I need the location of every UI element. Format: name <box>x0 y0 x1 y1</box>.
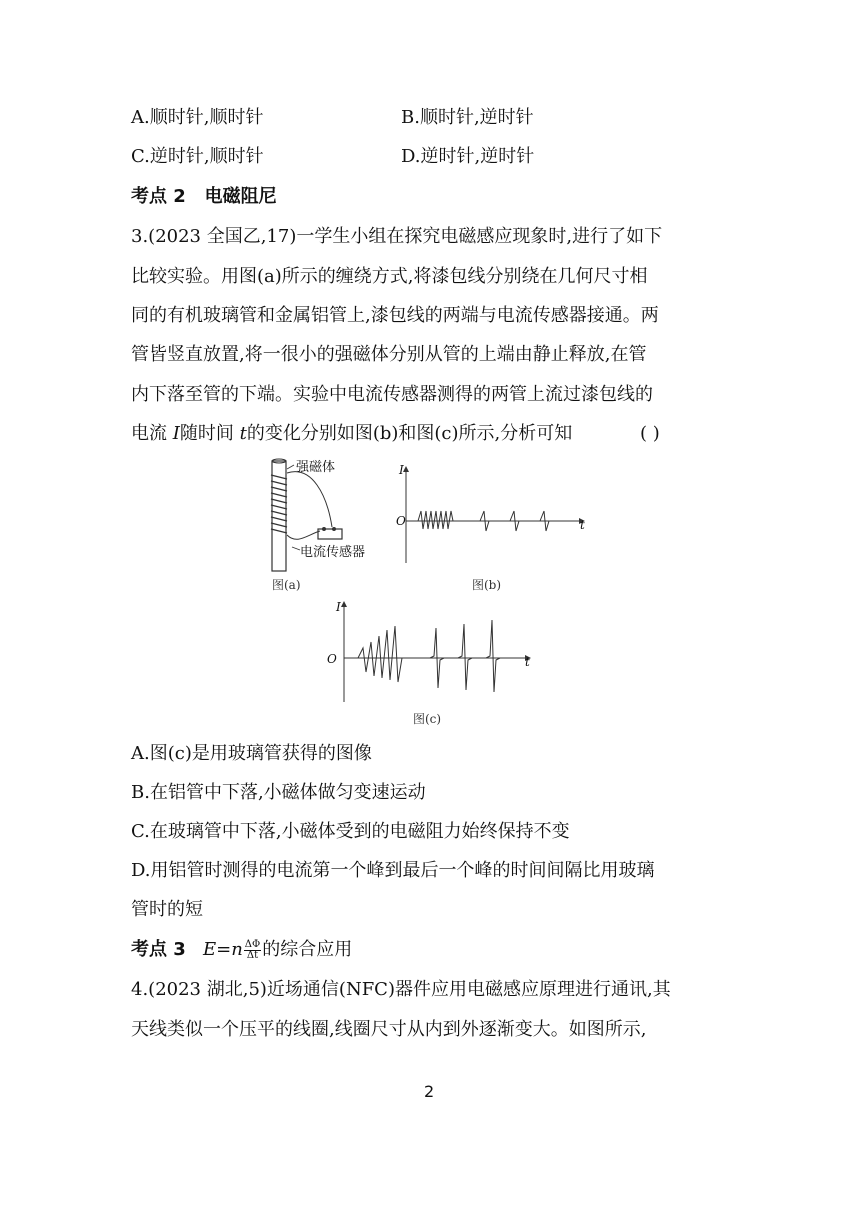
figure-b-axis-I: I <box>399 463 404 477</box>
q3-option-b: B.在铝管中下落,小磁体做匀变速运动 <box>131 782 426 803</box>
q3-line-5: 内下落至管的下端。实验中电流传感器测得的两管上流过漆包线的 <box>131 384 653 405</box>
figure-a-diagram <box>262 455 382 590</box>
figure-c-graph <box>330 598 540 708</box>
q2-option-d: D.逆时针,逆时针 <box>401 146 535 167</box>
q3-option-a: A.图(c)是用玻璃管获得的图像 <box>131 743 372 764</box>
q3-option-d: D.用铝管时测得的电流第一个峰到最后一个峰的时间间隔比用玻璃 <box>131 860 655 881</box>
figure-a-label-magnet: 强磁体 <box>296 460 336 475</box>
answer-bracket: ( ) <box>640 423 660 444</box>
page-number: 2 <box>424 1082 435 1101</box>
figure-a-label-sensor: 电流传感器 <box>300 545 366 560</box>
figure-a-caption: 图(a) <box>272 578 301 592</box>
q4-line-1: 4.(2023 湖北,5)近场通信(NFC)器件应用电磁感应原理进行通讯,其 <box>131 979 671 1000</box>
figure-b-graph <box>392 463 592 573</box>
section-heading-2 <box>131 186 277 208</box>
q4-line-2: 天线类似一个压平的线圈,线圈尺寸从内到外逐渐变大。如图所示, <box>131 1019 647 1040</box>
pulse <box>458 624 472 690</box>
fraction: $\frac{\Delta\Phi}{\Delta t}$ <box>244 938 261 961</box>
figure-b-axis-t: t <box>580 518 585 532</box>
pulse <box>486 620 500 692</box>
q3-option-d-cont: 管时的短 <box>131 899 203 920</box>
q2-option-b: B.顺时针,逆时针 <box>401 107 534 128</box>
q3-line-3: 同的有机玻璃管和金属铝管上,漆包线的两端与电流传感器接通。两 <box>131 305 659 326</box>
figure-b-caption: 图(b) <box>472 578 502 592</box>
section-heading-3: 考点 3 E=n $\frac{\Delta\Phi}{\Delta t}$ 的综合应用 <box>131 938 353 961</box>
q3-option-c: C.在玻璃管中下落,小磁体受到的电磁阻力始终保持不变 <box>131 821 570 842</box>
figure-b-axis-O: O <box>396 514 406 528</box>
section-title: 的综合应用 <box>262 939 353 960</box>
q3-line-4: 管皆竖直放置,将一很小的强磁体分别从管的上端由静止释放,在管 <box>131 344 647 365</box>
section-title: 电磁阻尼 <box>204 186 277 207</box>
figure-c-caption: 图(c) <box>413 712 442 726</box>
waveform-cluster <box>358 626 402 682</box>
figure-c-axis-I: I <box>336 600 341 614</box>
waveform-cluster <box>418 511 453 529</box>
q2-option-c: C.逆时针,顺时针 <box>131 146 264 167</box>
q3-line-6: 电流 I随时间 t的变化分别如图(b)和图(c)所示,分析可知 <box>131 423 573 444</box>
q3-line-1: 3.(2023 全国乙,17)一学生小组在探究电磁感应现象时,进行了如下 <box>131 226 663 247</box>
figure-c-axis-t: t <box>525 655 530 669</box>
section-label: 考点 2 <box>131 186 186 207</box>
q2-option-a: A.顺时针,顺时针 <box>131 107 264 128</box>
figure-c-axis-O: O <box>327 652 337 666</box>
q3-line-2: 比较实验。用图(a)所示的缠绕方式,将漆包线分别绕在几何尺寸相 <box>131 266 648 287</box>
section-label: 考点 3 <box>131 939 186 960</box>
